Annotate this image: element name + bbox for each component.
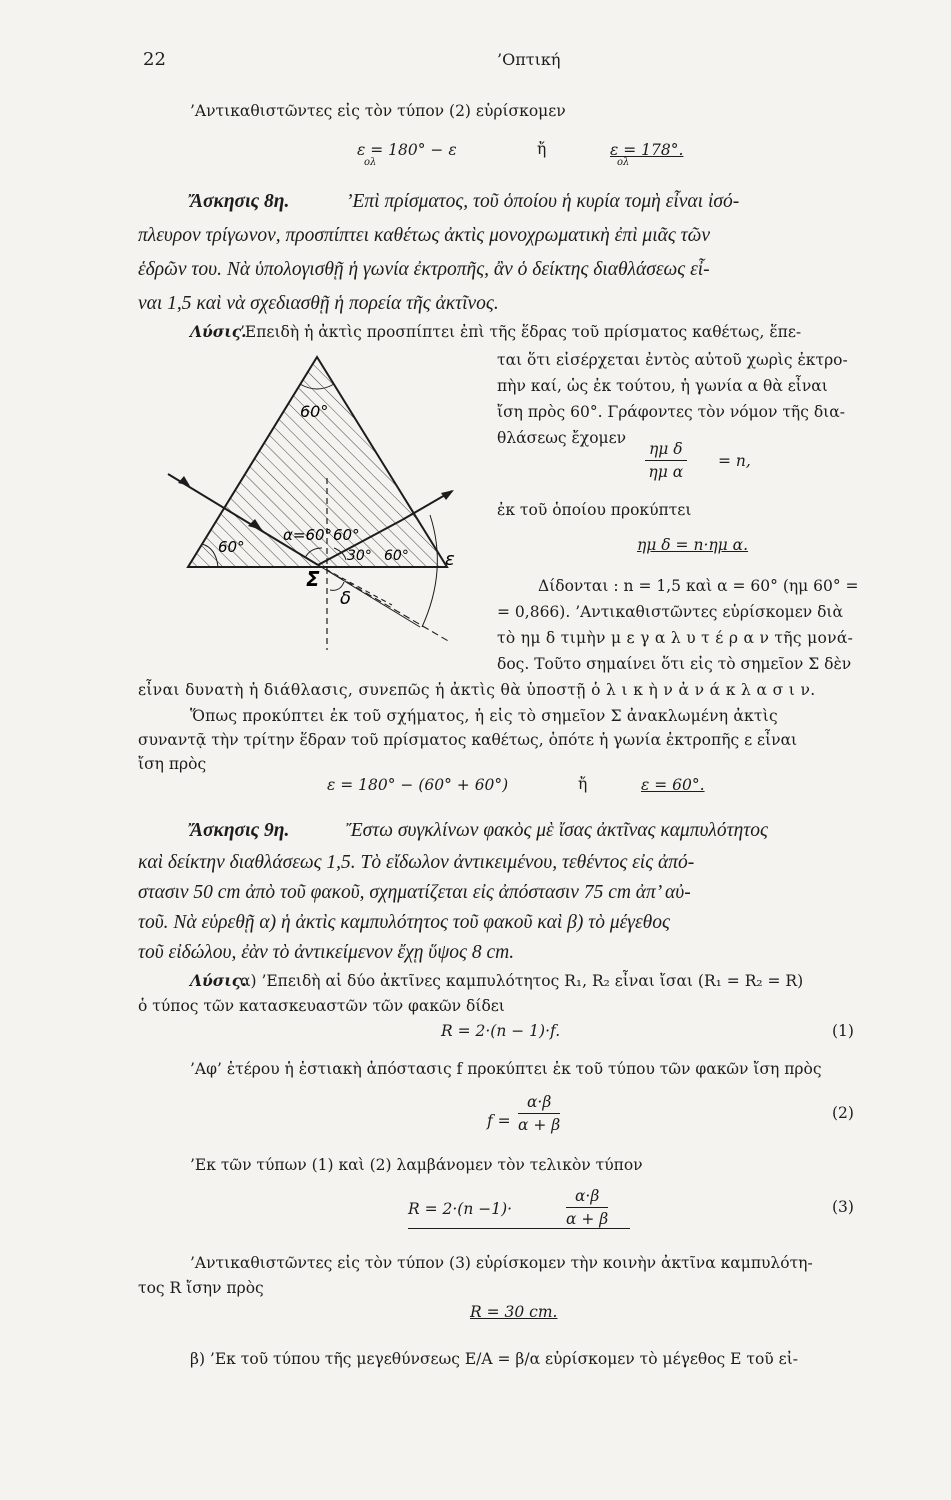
angle-mid-label: 60°: [333, 526, 360, 544]
exercise-9-line: στασιν 50 cm ἀπὸ τοῦ φακοῦ, σχηματίζεται εἰς ἀπόστασιν 75 cm ἀπ’ αὐ-: [138, 882, 691, 903]
equation-3-lhs: R = 2·(n −1)·: [408, 1200, 513, 1218]
solution-9-line: ’Εκ τῶν τύπων (1) καὶ (2) λαμβάνομεν τὸν τελικὸν τύπον: [190, 1156, 643, 1174]
solution-8-given: τὸ ημ δ τιμὴν μ ε γ α λ υ τ έ ρ α ν τῆς μονά-: [497, 629, 854, 647]
equation-3-number: (3): [832, 1198, 854, 1216]
equation-4: R = 30 cm.: [470, 1303, 558, 1321]
angle-top-label: 60°: [300, 402, 329, 421]
equation-2-fraction: [518, 1093, 560, 1134]
alpha-label: α=60°: [283, 526, 333, 544]
equation-1-number: (1): [832, 1022, 854, 1040]
solution-8-right-line: ἴση πρὸς 60°. Γράφοντες τὸν νόμον τῆς δια-: [497, 403, 845, 421]
equation-3-fraction: [566, 1187, 608, 1228]
snell-denominator: ημ α: [648, 463, 684, 481]
equation-2-lhs: f =: [487, 1112, 511, 1130]
sigma-label: Σ: [306, 567, 320, 591]
equation-3-underline: [408, 1228, 630, 1229]
solution-8-right-line: ται ὅτι εἰσέρχεται ἐντὸς αὐτοῦ χωρὶς ἐκτρο-: [497, 351, 848, 369]
equation-2-numerator: α·β: [518, 1093, 560, 1114]
intro-formula-a-text: ε = 180° − ε: [357, 141, 457, 159]
solution-9-line: ὁ τύπος τῶν κατασκευαστῶν τῶν φακῶν δίδει: [138, 997, 505, 1015]
equation-3-denominator: α + β: [566, 1210, 609, 1228]
exercise-9-line: καὶ δείκτην διαθλάσεως 1,5. Τὸ εἴδωλον ἀντικειμένου, τεθέντος εἰς ἀπό-: [138, 852, 695, 873]
solution-8-given: = 0,866). ’Αντικαθιστῶντες εὑρίσκομεν διὰ: [497, 603, 843, 621]
snell-fraction: [645, 440, 687, 481]
prism-figure: [160, 350, 490, 660]
equation-3-numerator: α·β: [566, 1187, 608, 1208]
delta-label: δ: [340, 588, 352, 609]
dashed-reference: [318, 565, 392, 605]
exercise-8-line: πλευρον τρίγωνον, προσπίπτει καθέτως ἀκτὶς μονοχρωματικὴ ἐπὶ μιᾶς τῶν: [138, 225, 711, 246]
running-title: ’Οπτική: [497, 50, 561, 69]
snell-rhs: = n,: [718, 452, 751, 470]
intro-or: ἤ: [537, 140, 547, 158]
emergent-arrow: [441, 490, 454, 500]
equation-2-number: (2): [832, 1104, 854, 1122]
intro-formula-b-sub: ολ: [617, 157, 630, 168]
solution-9-line: α) ’Επειδὴ αἱ δύο ἀκτῖνες καμπυλότητος R₁, R₂ εἶναι ἴσαι (R₁ = R₂ = R): [240, 972, 804, 990]
exercise-8-line: ναι 1,5 καὶ νὰ σχεδιασθῇ ἡ πορεία τῆς ἀκτῖνος.: [138, 293, 499, 314]
solution-8-line: συναντᾷ τὴν τρίτην ἕδραν τοῦ πρίσματος καθέτως, ὁπότε ἡ γωνία ἐκτροπῆς ε εἶναι: [138, 731, 798, 749]
solution-8-result: ημ δ = n·ημ α.: [637, 536, 749, 554]
angle-left-label: 60°: [218, 538, 245, 556]
solution-9-line: ’Αφ’ ἑτέρου ἡ ἑστιακὴ ἀπόστασις f προκύπτει ἐκ τοῦ τύπου τῶν φακῶν ἴση πρὸς: [190, 1060, 822, 1078]
exercise-9-label: [190, 818, 289, 844]
equation-2-denominator: α + β: [518, 1116, 561, 1134]
solution-9-line: ’Αντικαθιστῶντες εἰς τὸν τύπον (3) εὑρίσκομεν τὴν κοινὴν ἀκτῖνα καμπυλότη-: [190, 1254, 813, 1272]
intro-formula-a-sub: ολ: [364, 157, 377, 168]
exercise-9-line: Ἔστω συγκλίνων φακὸς μὲ ἴσας ἀκτῖνας καμπυλότητος: [346, 820, 768, 841]
solution-8-line: ἴση πρὸς: [138, 755, 207, 773]
intro-line: ’Αντικαθιστῶντες εἰς τὸν τύπον (2) εὑρίσκομεν: [190, 102, 566, 120]
intro-formula-b: ε = 178°.: [610, 141, 684, 159]
final-or: ἤ: [578, 775, 588, 793]
solution-9-line: τος R ἴσην πρὸς: [138, 1279, 264, 1297]
solution-9-line: β) ’Εκ τοῦ τύπου τῆς μεγεθύνσεως E/A = β/α εὑρίσκομεν τὸ μέγεθος E τοῦ εἰ-: [190, 1350, 799, 1368]
solution-8-from-which: ἐκ τοῦ ὁποίου προκύπτει: [497, 501, 692, 519]
equation-1: R = 2·(n − 1)·f.: [441, 1022, 561, 1040]
solution-8-given: Δίδονται : n = 1,5 καὶ α = 60° (ημ 60° =: [538, 577, 859, 595]
incident-arrow-outer: [178, 476, 190, 486]
exercise-9-line: τοῦ εἰδώλου, ἐὰν τὸ ἀντικείμενον ἔχῃ ὕψος 8 cm.: [138, 942, 515, 963]
exercise-9-title: Ἄσκησις 9η.: [190, 820, 290, 841]
incident-extension: [318, 565, 420, 627]
angle-60b-label: 60°: [384, 548, 409, 564]
solution-8-right-line: πὴν καί, ὡς ἐκ τούτου, ἡ γωνία α θὰ εἶναι: [497, 377, 828, 395]
snell-numerator: ημ δ: [645, 440, 687, 461]
angle-30-label: 30°: [347, 548, 372, 564]
solution-8-line: ’Επειδὴ ἡ ἀκτὶς προσπίπτει ἐπὶ τῆς ἕδρας τοῦ πρίσματος καθέτως, ἕπε-: [240, 323, 802, 341]
solution-8-given: δος. Τοῦτο σημαίνει ὅτι εἰς τὸ σημεῖον Σ δὲν: [497, 655, 852, 673]
solution-8-label: Λύσις.: [190, 322, 247, 341]
final-formula-b: ε = 60°.: [641, 776, 705, 794]
epsilon-label: ε: [445, 549, 455, 570]
exercise-9-line: τοῦ. Νὰ εὑρεθῇ α) ἡ ἀκτὶς καμπυλότητος τοῦ φακοῦ καὶ β) τὸ μέγεθος: [138, 912, 670, 933]
solution-8-line: εἶναι δυνατὴ ἡ διάθλασις, συνεπῶς ἡ ἀκτὶς θὰ ὑποστῇ ὁ λ ι κ ὴ ν ἀ ν ά κ λ α σ ι ν.: [138, 681, 816, 699]
exercise-8-title: Ἄσκησις 8η.: [190, 191, 290, 212]
solution-8-line: Ὅπως προκύπτει ἐκ τοῦ σχήματος, ἡ εἰς τὸ σημεῖον Σ ἀνακλωμένη ἀκτὶς: [190, 707, 778, 725]
page-number: 22: [143, 49, 166, 70]
exercise-8-label: [190, 189, 289, 215]
final-formula-a: ε = 180° − (60° + 60°): [327, 776, 509, 794]
exercise-8-line: ’Επὶ πρίσματος, τοῦ ὁποίου ἡ κυρία τομὴ εἶναι ἰσό-: [346, 191, 740, 212]
solution-9-label: Λύσις.: [190, 971, 247, 990]
exercise-8-line: ἑδρῶν του. Νὰ ὑπολογισθῇ ἡ γωνία ἐκτροπῆς, ἂν ὁ δείκτης διαθλάσεως εἶ-: [138, 259, 710, 280]
solution-8-right-line: θλάσεως ἔχομεν: [497, 429, 627, 447]
